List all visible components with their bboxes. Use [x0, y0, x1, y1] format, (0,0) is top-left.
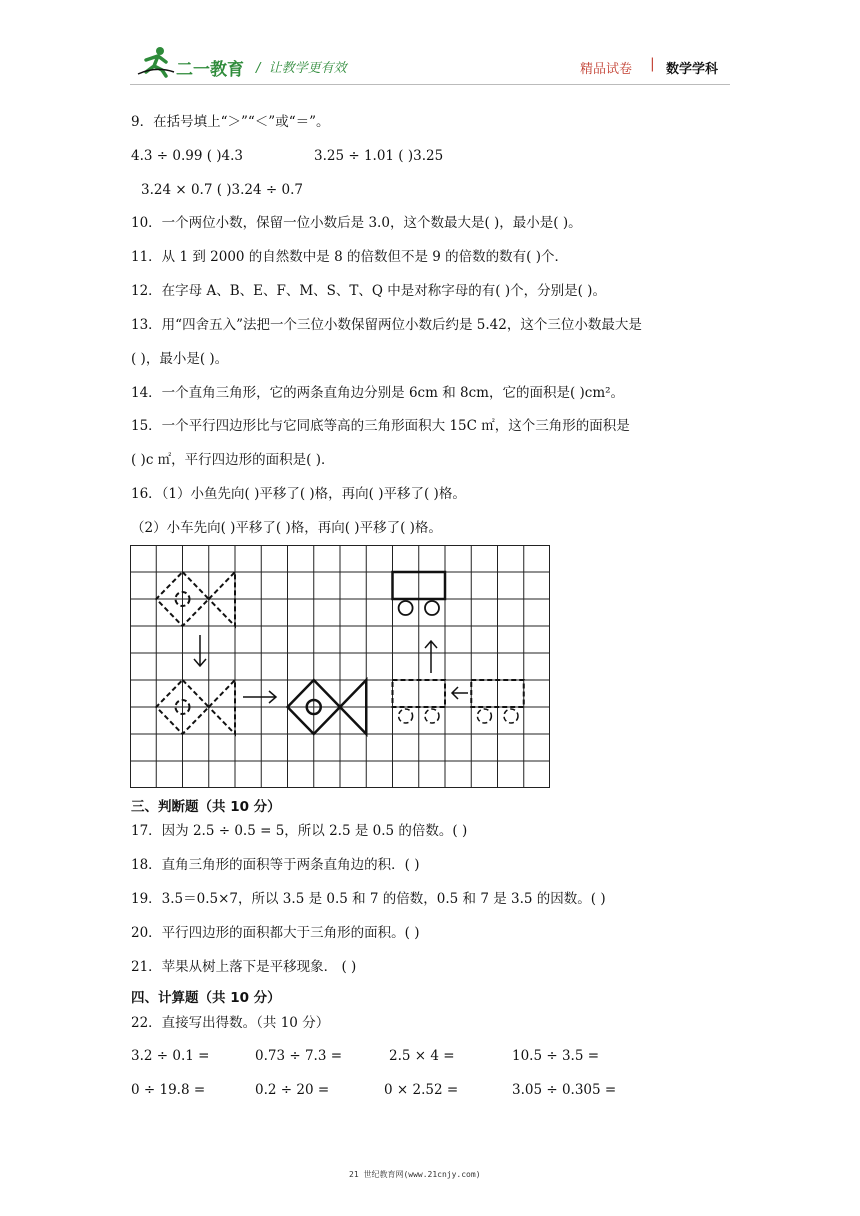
- question-9b: 3.25 ÷ 1.01 ( )3.25: [314, 148, 444, 164]
- calc-2-2: 0.2 ÷ 20 =: [255, 1082, 330, 1098]
- calc-1-1: 3.2 ÷ 0.1 =: [131, 1048, 210, 1064]
- question-15: 15．一个平行四边形比与它同底等高的三角形面积大 15C ㎡，这个三角形的面积是: [131, 418, 630, 434]
- header-label-subject: 数学学科: [666, 62, 719, 77]
- calc-1-2: 0.73 ÷ 7.3 =: [255, 1048, 343, 1064]
- section-4-title: 四、计算题（共 10 分）: [131, 990, 281, 1006]
- question-13-cont: ( )，最小是( )。: [131, 351, 229, 367]
- question-12: 12．在字母 A、B、E、F、M、S、T、Q 中是对称字母的有( )个，分别是( )。: [131, 283, 606, 299]
- calc-2-3: 0 × 2.52 =: [384, 1082, 459, 1098]
- calc-2-4: 3.05 ÷ 0.305 =: [512, 1082, 617, 1098]
- question-9c: 3.24 × 0.7 ( )3.24 ÷ 0.7: [141, 182, 303, 198]
- question-10: 10．一个两位小数，保留一位小数后是 3.0，这个数最大是( )，最小是( )。: [131, 215, 582, 231]
- calc-1-4: 10.5 ÷ 3.5 =: [512, 1048, 600, 1064]
- header-rule: [130, 84, 730, 85]
- section-3-title: 三、判断题（共 10 分）: [131, 799, 281, 815]
- right-arrow-icon: [243, 691, 276, 703]
- footer-source: 21 世纪教育网(www.21cnjy.com): [349, 1170, 481, 1179]
- runner-logo-icon: [136, 44, 176, 78]
- grid-lines: [130, 545, 550, 788]
- left-arrow-icon: [452, 687, 468, 699]
- header-label-exam: 精品试卷: [580, 62, 633, 77]
- question-14: 14．一个直角三角形，它的两条直角边分别是 6cm 和 8cm，它的面积是( )cm²。: [131, 385, 625, 401]
- question-18: 18．直角三角形的面积等于两条直角边的积．( ): [131, 857, 420, 873]
- question-13: 13．用“四舍五入”法把一个三位小数保留两位小数后约是 5.42，这个三位小数最大是: [131, 317, 642, 333]
- question-11: 11．从 1 到 2000 的自然数中是 8 的倍数但不是 9 的倍数的数有( )个．: [131, 249, 568, 265]
- calc-1-3: 2.5 × 4 =: [389, 1048, 455, 1064]
- header-separator: |: [650, 56, 655, 72]
- slogan: / 让教学更有效: [256, 61, 347, 76]
- question-17: 17．因为 2.5 ÷ 0.5 = 5，所以 2.5 是 0.5 的倍数。( ): [131, 823, 468, 839]
- brand-name: 二一教育: [176, 60, 244, 80]
- slogan-text: 让教学更有效: [268, 61, 347, 76]
- calc-2-1: 0 ÷ 19.8 =: [131, 1082, 206, 1098]
- question-20: 20．平行四边形的面积都大于三角形的面积。( ): [131, 925, 420, 941]
- question-9: 9．在括号填上“＞”“＜”或“＝”。: [131, 114, 330, 130]
- question-16-2: （2）小车先向( )平移了( )格，再向( )平移了( )格。: [131, 520, 442, 536]
- question-22: 22．直接写出得数。（共 10 分）: [131, 1015, 330, 1031]
- down-arrow-icon: [194, 635, 206, 666]
- up-arrow-icon: [425, 641, 437, 673]
- question-16-1: 16．（1）小鱼先向( )平移了( )格，再向( )平移了( )格。: [131, 486, 466, 502]
- translation-grid-figure: [130, 545, 550, 788]
- question-15-cont: ( )c ㎡，平行四边形的面积是( )．: [131, 452, 335, 468]
- question-19: 19．3.5＝0.5×7，所以 3.5 是 0.5 和 7 的倍数，0.5 和 7 是 3.5 的因数。( ): [131, 891, 606, 907]
- question-9a: 4.3 ÷ 0.99 ( )4.3: [131, 148, 244, 164]
- question-21: 21．苹果从树上落下是平移现象． ( ): [131, 959, 357, 975]
